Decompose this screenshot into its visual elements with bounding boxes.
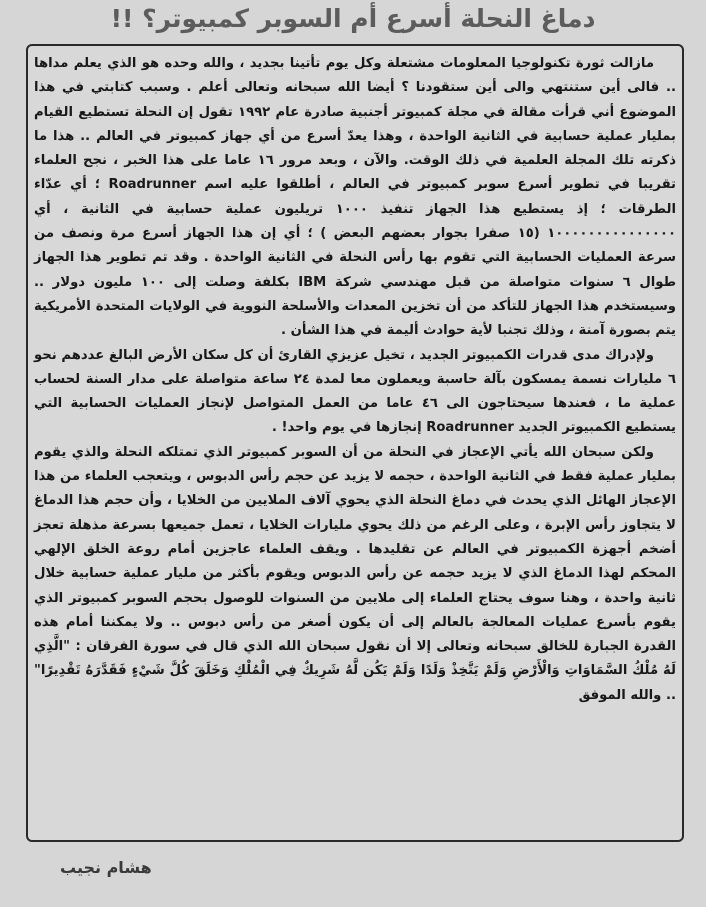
author-signature: هشام نجيب [60,858,152,877]
article-title: دماغ النحلة أسرع أم السوبر كمبيوتر؟ !! [110,4,596,33]
quran-verse: "الَّذِي لَهُ مُلْكُ السَّمَاوَاتِ وَالْأَرْضِ وَلَمْ يَتَّخِذْ وَلَدًا وَلَمْ يَكُن لَّهُ شَرِيكٌ فِي الْمُلْكِ وَخَلَقَ كُلَّ شَيْءٍ فَقَدَّرَهُ تَقْدِيرًا" [34,639,676,679]
article-closing: .. والله الموفق [578,687,676,703]
article-paragraph-3 [34,441,676,708]
article-paragraph-1: مازالت ثورة تكنولوجيا المعلومات مشتعلة وكل يوم تأتينا بجديد ، والله وحده هو الذي يعلم مداها .. فالى أين ستنتهي والى أين ستقودنا ؟ أيضا الله سبحانه وتعالى أعلم . وسبب كتابتي في هذا الموضوع أني قرأت مقالة في مجلة كمبيوتر أجنبية صادرة عام ١٩٩٢ تقول إن النحلة تستطيع القيام بمليار عملية حسابية في الثانية الواحدة ، وهذا يعدّ أسرع من أي جهاز كمبيوتر في العالم .. هذا ما ذكرته تلك المجلة العلمية في ذلك الوقت. والآن ، وبعد مرور ١٦ عاما على هذا الخبر ، نجح العلماء تقريبا في تطوير أسرع سوبر كمبيوتر في العالم ، أطلقوا عليه اسم Roadrunner ؛ أي عدّاء الطرقات ؛ إذ يستطيع هذا الجهاز تنفيذ ١٠٠٠ تريليون عملية حسابية في الثانية ، أي ١٠٠٠٠٠٠٠٠٠٠٠٠٠٠٠ (١٥ صفرا بجوار بعضهم البعض ) ؛ أي إن هذا الجهاز أسرع مرة ونصف من سرعة العمليات الحسابية التي تقوم بها رأس النحلة في الثانية الواحدة . وقد تم تطوير هذا الجهاز طوال ٦ سنوات متواصلة من قبل مهندسي شركة IBM بكلفة وصلت إلى ١٠٠ مليون دولار .. وسيستخدم هذا الجهاز للتأكد من أن تخزين المعدات والأسلحة النووية في الولايات المتحدة الأمريكية يتم بصورة آمنة ، وذلك تجنبا لأية حوادث أليمة في هذا الشأن . [34,56,677,339]
article-paragraph-3-text: ولكن سبحان الله يأتي الإعجاز في النحلة من أن السوبر كمبيوتر الذي تمتلكه النحلة والذي يقوم بمليار عملية فقط في الثانية الواحدة ، حجمه لا يزيد عن حجم رأس الدبوس ، ويتعجب العلماء من هذا الإعجاز الهائل الذي يحدث في دماغ النحلة الذي يحوي آلاف الملايين من الخلايا ، وأن حجم هذا الدماغ لا يتجاوز رأس الإبرة ، وعلى الرغم من ذلك يحوي مليارات الخلايا ، تعمل جميعها بسرعة مذهلة تعجز أضخم أجهزة الكمبيوتر في العالم عن تقليدها . ويقف العلماء عاجزين أمام روعة الخلق الإلهي المحكم لهذا الدماغ الذي لا يزيد حجمه عن رأس الدبوس ويقوم بأكثر من مليار عملية حسابية خلال ثانية واحدة ، وهنا سوف يحتاج العلماء إلى ملايين من السنوات للوصول بحجم السوبر كمبيوتر الذي يقوم بأسرع عمليات المعالجة بالعالم إلى أن يكون أصغر من رأس دبوس .. ولا يمكننا أمام هذه القدرة الجبارة للخالق سبحانه وتعالى إلا أن نقول سبحان الله الذي قال في سورة الفرقان : [34,444,676,655]
article-body [34,52,676,708]
article-paragraph-2: ولإدراك مدى قدرات الكمبيوتر الجديد ، تخيل عزيزي القارئ أن كل سكان الأرض البالغ عددهم نحو ٦ مليارات نسمة يمسكون بآلة حاسبة ويعملون معا لمدة ٢٤ ساعة متواصلة على مدار السنة لحساب عملية ما ، فعندها سيحتاجون الى ٤٦ عاما من العمل المتواصل لإنجاز العمليات الحسابية التي يستطيع الكمبيوتر الجديد Roadrunner إنجازها في يوم واحد! . [34,347,676,436]
